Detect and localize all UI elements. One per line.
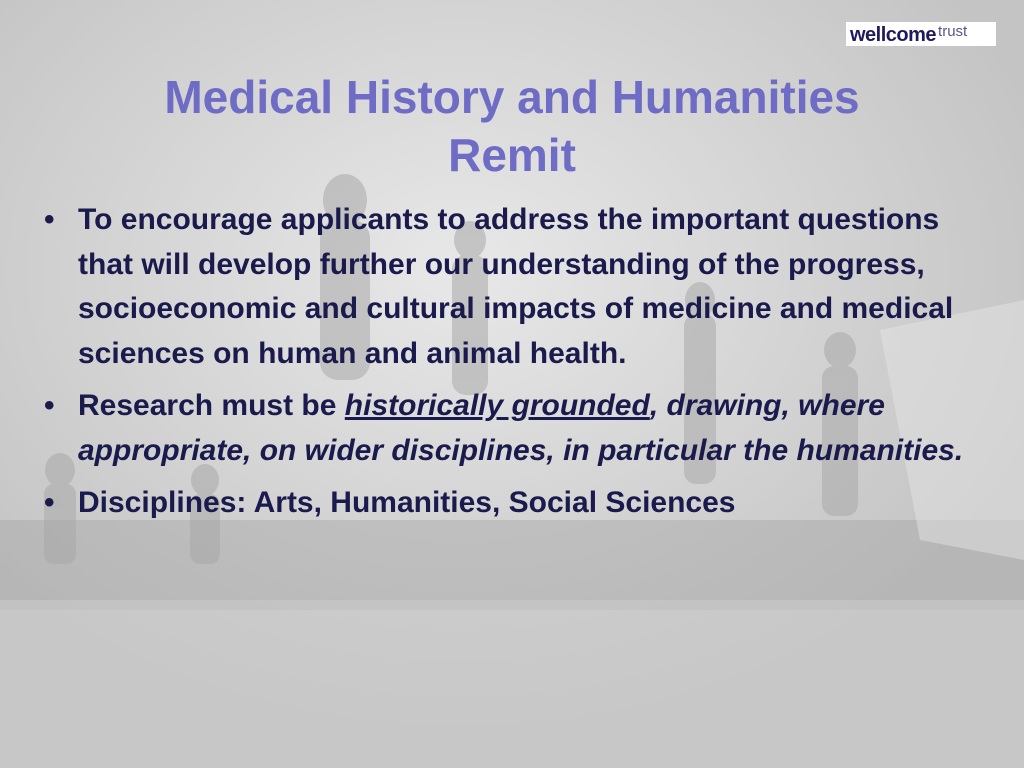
wellcome-trust-logo — [846, 22, 996, 46]
bullet-item-3 — [40, 481, 990, 526]
bullet-item-2 — [40, 384, 990, 473]
bullet-dot-icon: • — [44, 486, 55, 519]
bullet-text: Disciplines: Arts, Humanities, Social Sciences — [78, 486, 736, 519]
bullet-text-emphasis: historically grounded — [344, 389, 650, 422]
bullet-text-lead: Research must be — [78, 389, 345, 422]
slide-title-line-2: Remit — [448, 129, 576, 181]
bullet-item-1 — [40, 198, 990, 376]
bullet-dot-icon: • — [44, 389, 55, 422]
bullet-list — [40, 198, 990, 534]
logo-wordmark: wellcome — [850, 24, 937, 46]
bullet-dot-icon: • — [44, 203, 55, 236]
logo-subword: trust — [938, 23, 968, 40]
bullet-text-rest: , drawing, where appropriate, on wider disciplines, in particular the humanities. — [78, 389, 964, 467]
bullet-text: To encourage applicants to address the important questions that will develop further our understanding of the progress, socioeconomic and cultural impacts of medicine and medical sciences on human and animal health. — [78, 203, 954, 370]
slide-title-line-1: Medical History and Humanities — [164, 71, 860, 123]
slide-title — [40, 68, 984, 184]
